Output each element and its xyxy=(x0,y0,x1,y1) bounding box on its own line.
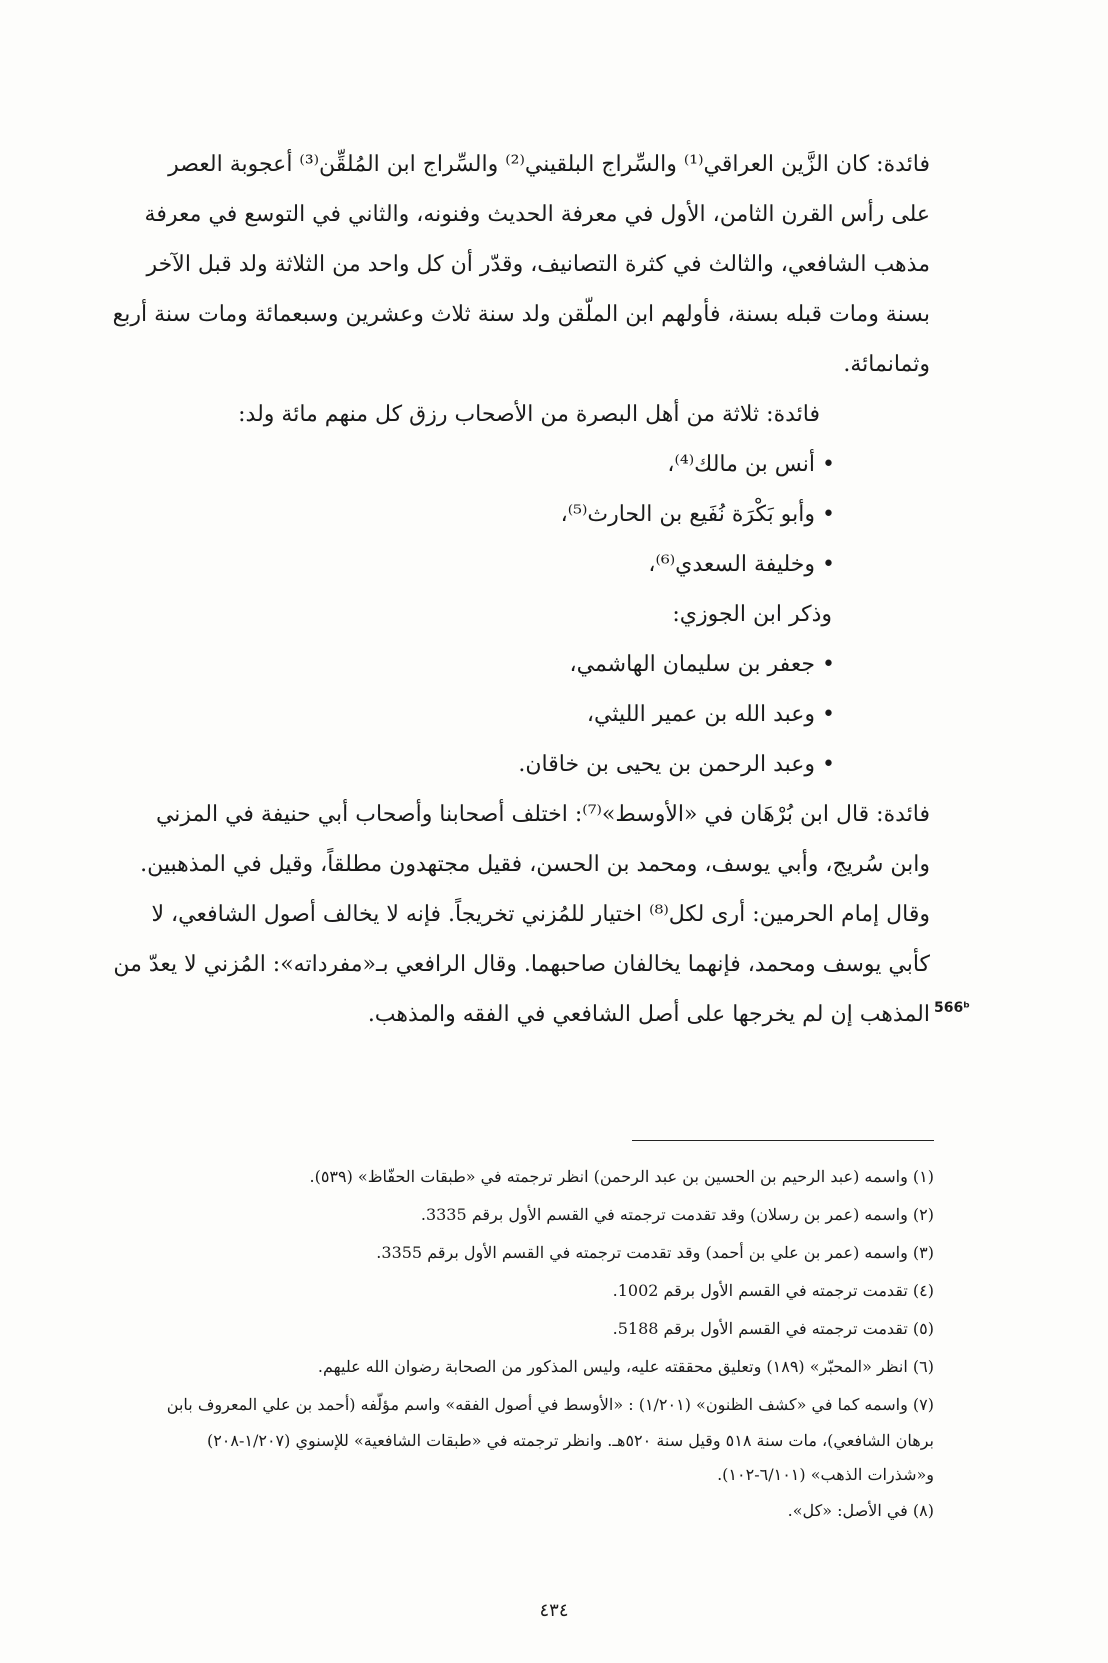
text-line: كأبي يوسف ومحمد، فإنهما يخالفان صاحبهما. وقال الرافعي بـ«مفرداته»: المُزني لا يعدّ من xyxy=(113,952,930,977)
footnote-continuation: برهان الشافعي)، مات سنة ٥١٨ وقيل سنة ٥٢٠هـ. وانظر ترجمته في «طبقات الشافعية» للإسنوي (١/٢٠٧-٢٠٨) xyxy=(206,1431,934,1450)
list2-intro xyxy=(108,590,930,640)
list-basra xyxy=(108,440,835,590)
text-line: على رأس القرن الثامن، الأول في معرفة الحديث وفنونه، والثاني في التوسع في معرفة xyxy=(144,202,930,227)
page-number: ٤٣٤ xyxy=(539,1600,569,1621)
footnote: (٤) تقدمت ترجمته في القسم الأول برقم 1002. xyxy=(612,1281,934,1300)
footnote: (٨) في الأصل: «كل». xyxy=(787,1501,934,1520)
footnotes xyxy=(108,1158,934,1530)
text-line: فائدة: ثلاثة من أهل البصرة من الأصحاب رزق كل منهم مائة ولد: xyxy=(238,402,820,427)
footnote-separator xyxy=(632,1140,934,1141)
footnote: (٢) واسمه (عمر بن رسلان) وقد تقدمت ترجمته في القسم الأول برقم 3335. xyxy=(420,1205,934,1224)
text-line: فائدة: كان الزَّين العراقي⁽¹⁾ والسِّراج البلقيني⁽²⁾ والسِّراج ابن المُلقِّن⁽³⁾ أعجوبة العصر xyxy=(168,152,930,177)
main-text xyxy=(108,140,930,1040)
footnote: (٧) واسمه كما في «كشف الظنون» (١/٢٠١) : «الأوسط في أصول الفقه» واسم مؤلّفه (أحمد بن علي المعروف بابن xyxy=(166,1395,934,1414)
footnote: (٥) تقدمت ترجمته في القسم الأول برقم 5188. xyxy=(612,1319,934,1338)
paragraph-2-intro xyxy=(108,390,930,440)
list-item: • أنس بن مالك⁽⁴⁾، xyxy=(667,452,835,477)
manuscript-folio-marker: 566ᵇ xyxy=(934,1000,970,1016)
text-line: وثمانمائة. xyxy=(843,352,930,377)
text-line: فائدة: قال ابن بُرْهَان في «الأوسط»⁽⁷⁾: اختلف أصحابنا وأصحاب أبي حنيفة في المزني xyxy=(155,802,930,827)
paragraph-1 xyxy=(108,140,930,390)
text-line: بسنة ومات قبله بسنة، فأولهم ابن الملّقن ولد سنة ثلاث وعشرين وسبعمائة ومات سنة أربع xyxy=(112,302,930,327)
footnote: (١) واسمه (عبد الرحيم بن الحسين بن عبد الرحمن) انظر ترجمته في «طبقات الحفّاظ» (٥٣٩). xyxy=(309,1167,934,1186)
list-item: • وأبو بَكْرَة نُفَيع بن الحارث⁽⁵⁾، xyxy=(560,502,835,527)
text-line: وقال إمام الحرمين: أرى لكل⁽⁸⁾ اختيار للمُزني تخريجاً. فإنه لا يخالف أصول الشافعي، لا xyxy=(151,902,930,927)
list-item: • وعبد الله بن عمير الليثي، xyxy=(586,702,835,727)
footnote: (٦) انظر «المحبّر» (١٨٩) وتعليق محققته عليه، وليس المذكور من الصحابة رضوان الله عليهم. xyxy=(317,1357,934,1376)
list-ibn-jawzi xyxy=(108,640,835,790)
text-line: المذهب إن لم يخرجها على أصل الشافعي في الفقه والمذهب. xyxy=(367,1002,930,1027)
text-line: وذكر ابن الجوزي: xyxy=(672,602,832,627)
text-line: مذهب الشافعي، والثالث في كثرة التصانيف، وقدّر أن كل واحد من الثلاثة ولد قبل الآخر xyxy=(146,252,930,277)
list-item: • جعفر بن سليمان الهاشمي، xyxy=(569,652,835,677)
footnote-continuation: و«شذرات الذهب» (٦/١٠١-١٠٢). xyxy=(717,1465,934,1484)
footnote: (٣) واسمه (عمر بن علي بن أحمد) وقد تقدمت ترجمته في القسم الأول برقم 3355. xyxy=(376,1243,934,1262)
paragraph-3 xyxy=(108,790,930,1040)
text-line: وابن سُريج، وأبي يوسف، ومحمد بن الحسن، فقيل مجتهدون مطلقاً، وقيل في المذهبين. xyxy=(140,852,930,877)
list-item: • وخليفة السعدي⁽⁶⁾، xyxy=(648,552,835,577)
list-item: • وعبد الرحمن بن يحيى بن خاقان. xyxy=(518,752,835,777)
